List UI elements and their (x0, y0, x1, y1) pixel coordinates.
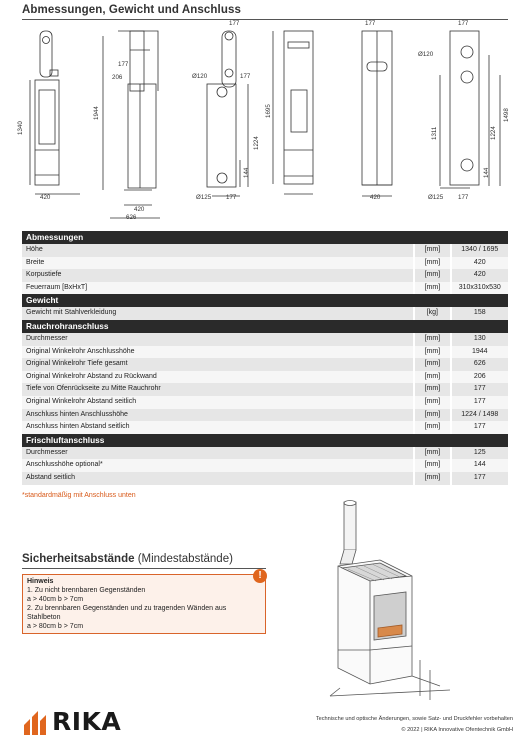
brand-logo-text: RIKA (52, 707, 122, 736)
row-label: Original Winkelrohr Abstand zu Rückwand (22, 371, 413, 384)
row-value: 1340 / 1695 (452, 244, 508, 257)
safety-heading: Sicherheitsabstände (22, 553, 135, 565)
row-label: Anschluss hinten Abstand seitlich (22, 421, 413, 434)
section-title: Rauchrohranschluss (22, 320, 508, 333)
dim-label: 177 (458, 194, 469, 201)
row-label: Abstand seitlich (22, 472, 413, 485)
section-header (22, 294, 508, 307)
row-value: 177 (452, 383, 508, 396)
section-header (22, 434, 508, 447)
row-unit: [kg] (415, 307, 449, 320)
drawing-front-tall (273, 31, 313, 194)
row-label: Anschluss hinten Anschlusshöhe (22, 409, 413, 422)
table-row (22, 346, 508, 359)
row-label: Feuerraum [BxHxT] (22, 282, 413, 295)
table-row (22, 472, 508, 485)
row-label: Original Winkelrohr Abstand seitlich (22, 396, 413, 409)
dim-label: 420 (370, 194, 381, 201)
dim-label: 206 (112, 74, 123, 81)
dim-label: 144 (483, 167, 490, 178)
dim-label: 420 (40, 194, 51, 201)
dim-label: 1224 (253, 136, 260, 150)
dim-label: 177 (365, 20, 376, 27)
table-row (22, 333, 508, 346)
row-label: Tiefe von Ofenrückseite zu Mitte Rauchrohr (22, 383, 413, 396)
row-unit: [mm] (415, 409, 449, 422)
row-value: 420 (452, 257, 508, 270)
dim-label: 177 (240, 73, 251, 80)
table-row (22, 282, 508, 295)
row-unit: [mm] (415, 346, 449, 359)
row-unit: [mm] (415, 459, 449, 472)
dim-label: 1340 (17, 121, 24, 135)
row-label: Gewicht mit Stahlverkleidung (22, 307, 413, 320)
safety-subheading: (Mindestabstände) (137, 553, 233, 565)
row-value: 177 (452, 421, 508, 434)
row-label: Korpustiefe (22, 269, 413, 282)
hint-line: 2. Zu brennbaren Gegenständen und zu tragenden Wänden aus Stahlbeton (27, 605, 227, 621)
row-unit: [mm] (415, 257, 449, 270)
table-row (22, 358, 508, 371)
table-row (22, 307, 508, 320)
drawing-side-tall (362, 31, 392, 196)
row-unit: [mm] (415, 244, 449, 257)
table-row (22, 421, 508, 434)
hint-title: Hinweis (27, 578, 54, 585)
row-label: Original Winkelrohr Tiefe gesamt (22, 358, 413, 371)
row-unit: [mm] (415, 383, 449, 396)
row-value: 1224 / 1498 (452, 409, 508, 422)
dim-label: 1695 (265, 104, 272, 118)
table-row (22, 244, 508, 257)
technical-drawings (0, 0, 527, 230)
table-row (22, 447, 508, 460)
row-value: 144 (452, 459, 508, 472)
dim-label: 177 (229, 20, 240, 27)
row-label: Original Winkelrohr Anschlusshöhe (22, 346, 413, 359)
page-title: Abmessungen, Gewicht und Anschluss (22, 4, 241, 16)
row-label: Breite (22, 257, 413, 270)
spec-table (22, 231, 508, 485)
section-header (22, 320, 508, 333)
row-unit: [mm] (415, 358, 449, 371)
row-value: 1944 (452, 346, 508, 359)
section-title: Gewicht (22, 294, 508, 307)
row-unit: [mm] (415, 269, 449, 282)
drawing-back-view (207, 31, 248, 196)
table-row (22, 269, 508, 282)
dim-label: 1944 (93, 106, 100, 120)
safety-title (22, 553, 233, 565)
disclaimer-text: Technische und optische Änderungen, sowie Satz- und Druckfehler vorbehalten (315, 716, 513, 722)
drawing-back-tall (440, 31, 500, 188)
row-label: Höhe (22, 244, 413, 257)
drawing-side-view (103, 31, 160, 218)
row-label: Durchmesser (22, 333, 413, 346)
hint-box (22, 570, 266, 634)
dim-label: 144 (243, 167, 250, 178)
row-value: 158 (452, 307, 508, 320)
row-value: 125 (452, 447, 508, 460)
row-value: 310x310x530 (452, 282, 508, 295)
hint-line: a > 80cm b > 7cm (27, 623, 84, 630)
stove-illustration (300, 500, 500, 710)
section-header (22, 231, 508, 244)
row-unit: [mm] (415, 282, 449, 295)
dim-label: 177 (458, 20, 469, 27)
table-row (22, 383, 508, 396)
row-value: 130 (452, 333, 508, 346)
dim-label: 626 (126, 214, 137, 221)
dim-label: 1224 (490, 126, 497, 140)
hint-line: 1. Zu nicht brennbaren Gegenständen (27, 587, 146, 594)
row-unit: [mm] (415, 396, 449, 409)
dim-label: 1498 (503, 108, 510, 122)
row-value: 420 (452, 269, 508, 282)
rika-logo-icon (22, 709, 50, 735)
dim-label: Ø125 (196, 194, 212, 201)
dim-label: Ø120 (418, 51, 434, 58)
table-row (22, 459, 508, 472)
table-row (22, 371, 508, 384)
row-value: 206 (452, 371, 508, 384)
row-label: Anschlusshöhe optional* (22, 459, 413, 472)
exclamation-icon: ! (253, 569, 267, 583)
table-row (22, 257, 508, 270)
dim-label: 1311 (431, 126, 438, 140)
section-title: Abmessungen (22, 231, 508, 244)
row-unit: [mm] (415, 447, 449, 460)
table-row (22, 409, 508, 422)
dim-label: Ø125 (428, 194, 444, 201)
row-unit: [mm] (415, 472, 449, 485)
safety-divider (22, 568, 266, 569)
drawing-front-view (30, 31, 80, 194)
row-value: 177 (452, 396, 508, 409)
row-unit: [mm] (415, 421, 449, 434)
row-value: 177 (452, 472, 508, 485)
dim-label: 177 (118, 61, 129, 68)
copyright-text: © 2022 | RIKA Innovative Ofentechnik GmbH (401, 727, 513, 733)
dim-label: 420 (134, 206, 145, 213)
table-row (22, 396, 508, 409)
footnote: *standardmäßig mit Anschluss unten (22, 492, 136, 499)
row-unit: [mm] (415, 333, 449, 346)
hint-line: a > 40cm b > 7cm (27, 596, 84, 603)
dim-label: Ø120 (192, 73, 208, 80)
row-unit: [mm] (415, 371, 449, 384)
dim-label: 177 (226, 194, 237, 201)
row-label: Durchmesser (22, 447, 413, 460)
row-value: 626 (452, 358, 508, 371)
section-title: Frischluftanschluss (22, 434, 508, 447)
